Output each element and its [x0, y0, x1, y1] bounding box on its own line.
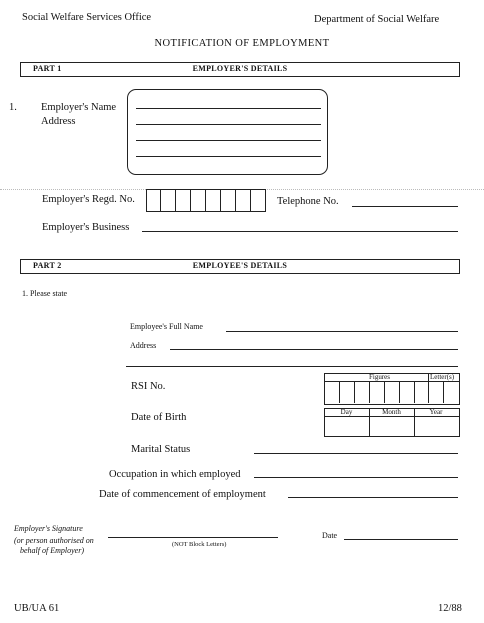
part1-header-bar — [20, 62, 460, 77]
rsi-cell-divider — [443, 381, 444, 403]
marital-status-line[interactable] — [254, 453, 458, 454]
dob-year-caption: Year — [429, 408, 443, 416]
rsi-cell-divider — [414, 381, 415, 403]
date-label: Date — [322, 531, 338, 540]
rsi-cell-divider — [339, 381, 340, 403]
part2-heading: EMPLOYEE'S DETAILS — [192, 261, 288, 270]
employer-name-address-box[interactable] — [127, 89, 328, 175]
signature-label: Employer's Signature — [14, 524, 83, 533]
business-line[interactable] — [142, 231, 458, 232]
rsi-caption-rule — [324, 381, 459, 382]
commencement-line[interactable] — [288, 497, 458, 498]
address-line-2[interactable] — [136, 140, 321, 141]
part1-label: PART 1 — [33, 64, 62, 73]
employer-name-line[interactable] — [136, 108, 321, 109]
commencement-label: Date of commencement of employment — [99, 489, 266, 500]
employee-address-line-1[interactable] — [170, 349, 458, 350]
regd-no-label: Employer's Regd. No. — [42, 194, 135, 205]
full-name-line[interactable] — [226, 331, 458, 332]
office-name: Social Welfare Services Office — [22, 12, 152, 23]
regd-box-divider — [175, 189, 176, 211]
form-code: UB/UA 61 — [14, 603, 60, 614]
rsi-figures-caption: Figures — [369, 373, 390, 381]
signature-line[interactable] — [108, 537, 278, 538]
part2-header-bar — [20, 259, 460, 274]
rsi-cell-divider — [384, 381, 385, 403]
rsi-label: RSI No. — [131, 381, 166, 392]
rsi-cell-divider — [399, 381, 400, 403]
full-name-label: Employee's Full Name — [130, 322, 203, 331]
address-line-1[interactable] — [136, 124, 321, 125]
form-edition: 12/88 — [438, 603, 462, 614]
form-title: NOTIFICATION OF EMPLOYMENT — [154, 38, 330, 49]
regd-box-divider — [220, 189, 221, 211]
telephone-line[interactable] — [352, 206, 458, 207]
please-state-label: 1. Please state — [22, 289, 68, 298]
regd-box-divider — [250, 189, 251, 211]
rsi-letters-divider — [428, 373, 429, 403]
signature-sub-1: (or person authorised on — [14, 536, 94, 545]
address-line-3[interactable] — [136, 156, 321, 157]
signature-sub-2: behalf of Employer) — [20, 546, 84, 555]
occupation-label: Occupation in which employed — [109, 469, 241, 480]
block-letters-note: (NOT Block Letters) — [172, 541, 227, 548]
dob-day-caption: Day — [340, 408, 353, 416]
employee-address-label: Address — [130, 341, 157, 350]
rsi-letters-caption: Letter(s) — [430, 373, 455, 381]
employer-name-label: Employer's Name — [41, 102, 117, 113]
rsi-cell-divider — [369, 381, 370, 403]
regd-box-divider — [160, 189, 161, 211]
employee-address-line-2[interactable] — [126, 366, 458, 367]
regd-box-divider — [235, 189, 236, 211]
regd-no-boxes[interactable] — [146, 189, 266, 212]
part2-label: PART 2 — [33, 261, 62, 270]
department-name: Department of Social Welfare — [314, 14, 440, 25]
occupation-line[interactable] — [254, 477, 458, 478]
regd-box-divider — [190, 189, 191, 211]
business-label: Employer's Business — [42, 222, 130, 233]
marital-status-label: Marital Status — [131, 444, 191, 455]
dob-month-caption: Month — [382, 408, 401, 416]
employer-address-label: Address — [41, 116, 76, 127]
dob-label: Date of Birth — [131, 412, 187, 423]
dob-caption-rule — [324, 416, 459, 417]
part1-heading: EMPLOYER'S DETAILS — [192, 64, 288, 73]
date-line[interactable] — [344, 539, 458, 540]
regd-box-divider — [205, 189, 206, 211]
item-number: 1. — [9, 102, 17, 113]
telephone-label: Telephone No. — [277, 196, 339, 207]
rsi-cell-divider — [354, 381, 355, 403]
